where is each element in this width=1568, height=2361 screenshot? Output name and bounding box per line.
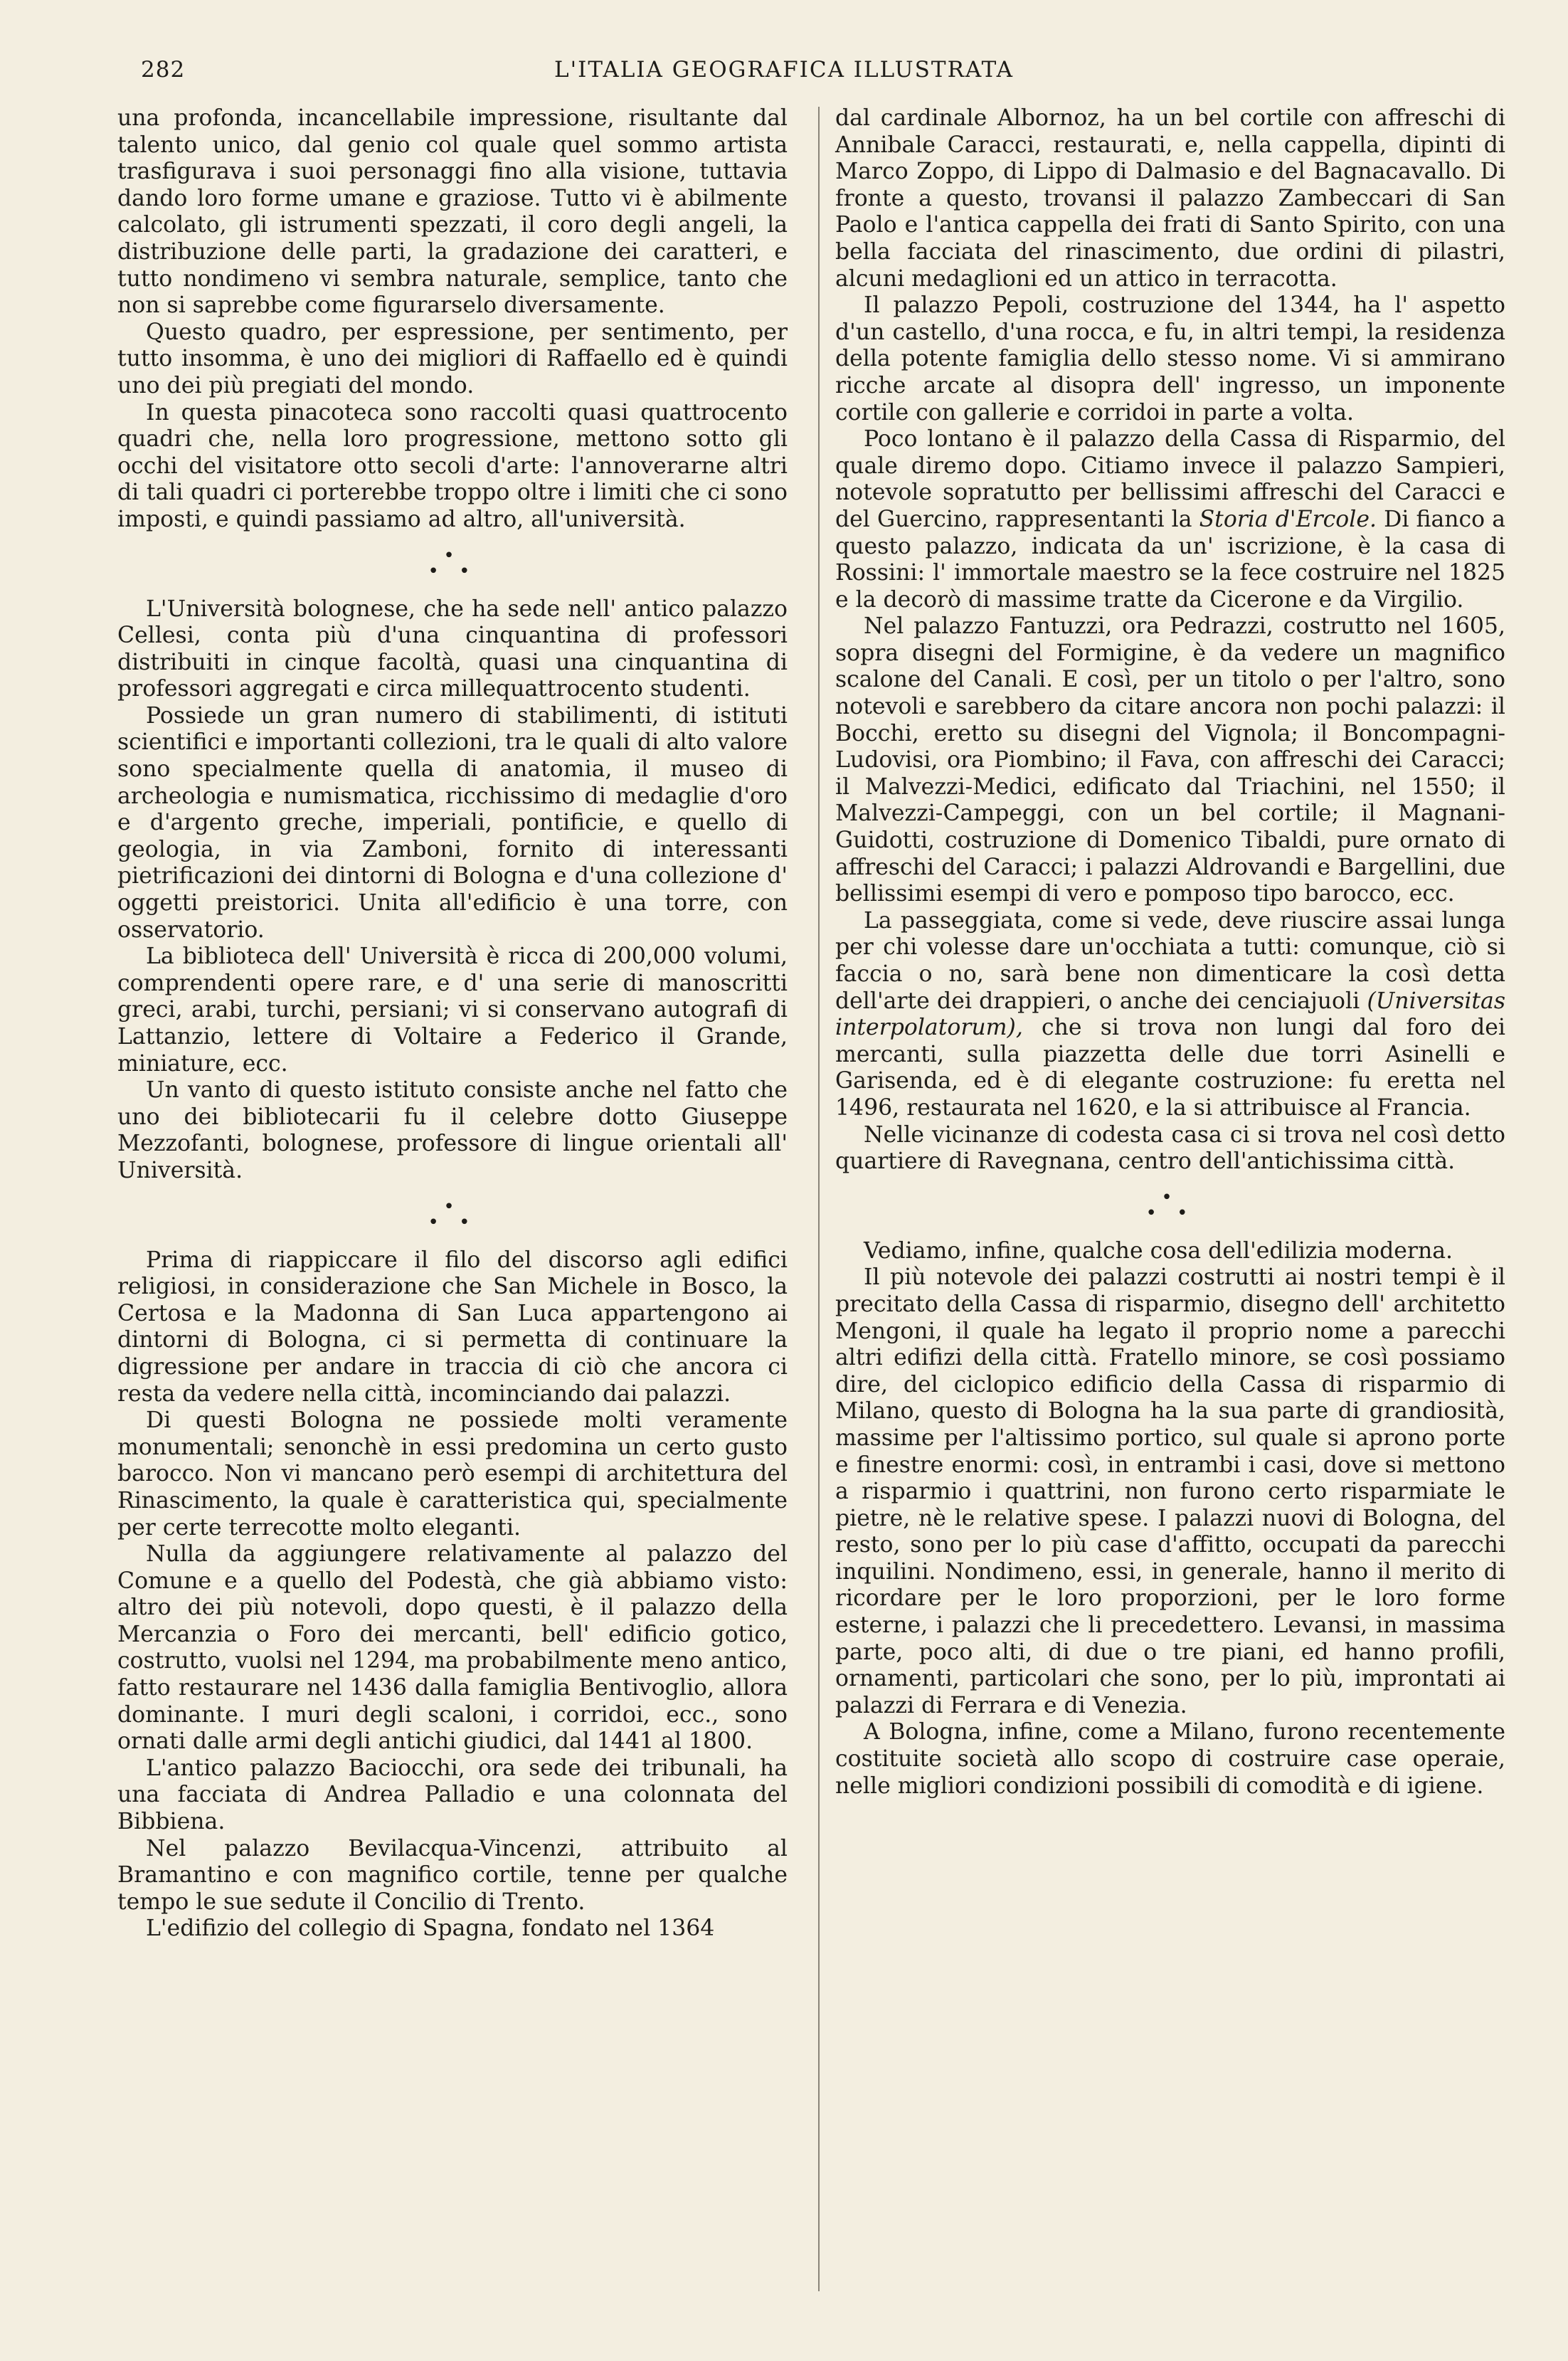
text-run: La passeggiata, come si vede, deve riuscire assai lunga per chi volesse dare un'occhiata a tutti: comunque, ciò si faccia o no, sarà bene non dimenticare la così detta dell'arte dei drappieri, o anche dei cenciajuoli [835, 907, 1505, 1014]
section-separator [117, 544, 788, 582]
text-run: che si trova non lungi dal foro dei mercanti, sulla piazzetta delle due torri Asinelli e Garisenda, ed è di elegante costruzione: fu eretta nel 1496, restaurata nel 1620, e la si attribuisce al Francia. [835, 1015, 1505, 1121]
separator-bottom: • • [1145, 1202, 1195, 1224]
paragraph [835, 426, 1505, 613]
paragraph: Di questi Bologna ne possiede molti veramente monumentali; senonchè in essi predomina un certo gusto barocco. Non vi mancano però esempi di architettura del Rinascimento, la quale è caratteristica qui, specialmente per certe terrecotte molto eleganti. [117, 1407, 788, 1541]
running-title: L'ITALIA GEOGRAFICA ILLUSTRATA [554, 57, 1014, 83]
paragraph: Nelle vicinanze di codesta casa ci si trova nel così detto quartiere di Ravegnana, centro dell'antichissima città. [835, 1121, 1505, 1175]
paragraph: Possiede un gran numero di stabilimenti, di istituti scientifici e importanti collezioni, tra le quali di alto valore sono specialmente quella di anatomia, il museo di archeologia e numismatica, ricchissimo di medaglie d'oro e d'argento greche, imperiali, pontificie, e quello di geologia, in via Zamboni, fornito di interessanti pietrificazioni dei dintorni di Bologna e d'una collezione d' oggetti preistorici. Unita all'edificio è una torre, con osservatorio. [117, 702, 788, 943]
paragraph: dal cardinale Albornoz, ha un bel cortile con affreschi di Annibale Caracci, restaurati, e, nella cappella, dipinti di Marco Zoppo, di Lippo di Dalmasio e del Bagnacavallo. Di fronte a questo, trovansi il palazzo Zambeccari di San Paolo e l'antica cappella dei frati di Santo Spirito, con una bella facciata del rinascimento, due ordini di pilastri, alcuni medaglioni ed un attico in terracotta. [835, 105, 1505, 292]
paragraph: Nel palazzo Fantuzzi, ora Pedrazzi, costrutto nel 1605, sopra disegni del Formigine, è da vedere un magnifico scalone del Canali. E così, per un titolo o per l'altro, sono notevoli e sarebbero da citare ancora non pochi palazzi: il Bocchi, eretto su disegni del Vignola; il Boncompagni-Ludovisi, ora Piombino; il Fava, con affreschi dei Caracci; il Malvezzi-Medici, edificato dal Triachini, nel 1550; il Malvezzi-Campeggi, con un bel cortile; il Magnani-Guidotti, costruzione di Domenico Tibaldi, pure ornato di affreschi del Caracci; i palazzi Aldrovandi e Bargellini, due bellissimi esempi di vero e pomposo tipo barocco, ecc. [835, 613, 1505, 907]
paragraph: Nulla da aggiungere relativamente al palazzo del Comune e a quello del Podestà, che già abbiamo visto: altro dei più notevoli, dopo questi, è il palazzo della Mercanzia o Foro dei mercanti, bell' edificio gotico, costrutto, vuolsi nel 1294, ma probabilmente meno antico, fatto restaurare nel 1436 dalla famiglia Bentivoglio, allora dominante. I muri degli scaloni, i corridoi, ecc., sono ornati dalle armi degli antichi giudici, dal 1441 al 1800. [117, 1541, 788, 1755]
paragraph: In questa pinacoteca sono raccolti quasi quattrocento quadri che, nella loro progressione, mettono sotto gli occhi del visitatore otto secoli d'arte: l'annoverarne altri di tali quadri ci porterebbe troppo oltre i limiti che ci sono imposti, e quindi passiamo ad altro, all'università. [117, 399, 788, 532]
paragraph: La biblioteca dell' Università è ricca di 200,000 volumi, comprendenti opere rare, e d' una serie di manoscritti greci, arabi, turchi, persiani; vi si conservano autografi di Lattanzio, lettere di Voltaire a Federico il Grande, miniature, ecc. [117, 944, 788, 1077]
separator-bottom: • • [428, 1211, 477, 1233]
paragraph: Nel palazzo Bevilacqua-Vincenzi, attribuito al Bramantino e con magnifico cortile, tenne per qualche tempo le sue sedute il Concilio di Trento. [117, 1835, 788, 1915]
right-column [835, 105, 1505, 1800]
separator-top: • [443, 544, 462, 566]
paragraph: Vediamo, infine, qualche cosa dell'edilizia moderna. [864, 1237, 1453, 1264]
section-separator [117, 1195, 788, 1233]
paragraph: Questo quadro, per espressione, per sentimento, per tutto insomma, è uno dei migliori di Raffaello ed è quindi uno dei più pregiati del mondo. [117, 319, 788, 398]
page-number: 282 [141, 57, 186, 83]
separator-bottom: • • [428, 560, 477, 582]
paragraph: una profonda, incancellabile impressione, risultante dal talento unico, dal genio col quale quel sommo artista trasfigurava i suoi personaggi fino alla visione, tuttavia dando loro forme umane e graziose. Tutto vi è abilmente calcolato, gli istrumenti spezzati, il coro degli angeli, la distribuzione delle parti, la gradazione dei caratteri, e tutto nondimeno vi sembra naturale, semplice, tanto che non si saprebbe come figurarselo diversamente. [117, 105, 788, 319]
paragraph: L'edifizio del collegio di Spagna, fondato nel 1364 [146, 1916, 715, 1942]
text-run: Di fianco a questo palazzo, indicata da un' iscrizione, è la casa di Rossini: l' immortale maestro se la fece costruire nel 1825 e la decorò di massime tratte da Cicerone e da Virgilio. [835, 506, 1505, 613]
separator-top: • [443, 1195, 462, 1218]
paragraph: Il palazzo Pepoli, costruzione del 1344, ha l' aspetto d'un castello, d'una rocca, e fu, in altri tempi, la residenza della potente famiglia dello stesso nome. Vi si ammirano ricche arcate al disopra dell' ingresso, un imponente cortile con gallerie e corridoi in parte a volta. [835, 292, 1505, 426]
paragraph: Il più notevole dei palazzi costrutti ai nostri tempi è il precitato della Cassa di risparmio, disegno dell' architetto Mengoni, il quale ha legato il proprio nome a parecchi altri edifizi della città. Fratello minore, se così possiamo dire, del ciclopico edificio della Cassa di risparmio di Milano, questo di Bologna ha la sua parte di grandiosità, massime per l'altissimo portico, sul quale si aprono porte e finestre enormi: così, in entrambi i casi, dove si mettono a risparmio i quattrini, non furono certo risparmiate le pietre, nè le relative spese. I palazzi nuovi di Bologna, del resto, sono per lo più case d'affitto, occupati da parecchi inquilini. Nondimeno, essi, in generale, hanno il merito di ricordare per le loro proporzioni, per le loro forme esterne, i palazzi che li precedettero. Levansi, in massima parte, poco alti, di due o tre piani, ed hanno profili, ornamenti, particolari che sono, per lo più, improntati ai palazzi di Ferrara e di Venezia. [835, 1264, 1505, 1718]
separator-top: • [1161, 1186, 1180, 1208]
paragraph: Prima di riappiccare il filo del discorso agli edifici religiosi, in considerazione che San Michele in Bosco, la Certosa e la Madonna di San Luca appartengono ai dintorni di Bologna, ci si permetta di continuare la digressione per andare in traccia di ciò che ancora ci resta da vedere nella città, incominciando dai palazzi. [117, 1247, 788, 1407]
paragraph: L'antico palazzo Baciocchi, ora sede dei tribunali, ha una facciata di Andrea Palladio e una colonnata del Bibbiena. [117, 1755, 788, 1835]
paragraph: A Bologna, infine, come a Milano, furono recentemente costituite società allo scopo di costruire case operaie, nelle migliori condizioni possibili di comodità e di igiene. [835, 1719, 1505, 1799]
italic-title: Storia d'Ercole. [1199, 506, 1377, 532]
paragraph [835, 908, 1505, 1122]
text-run: Poco lontano è il palazzo della Cassa di Risparmio, del quale diremo dopo. Citiamo invece il palazzo Sampieri, notevole sopratutto per bellissimi affreschi del Caracci e del Guercino, rappresentanti la [835, 426, 1505, 532]
column-divider [818, 107, 820, 2291]
italic-latin: (Universitas interpolatorum), [835, 988, 1506, 1041]
paragraph: Un vanto di questo istituto consiste anche nel fatto che uno dei bibliotecarii fu il celebre dotto Giuseppe Mezzofanti, bolognese, professore di lingue orientali all' Università. [117, 1077, 788, 1183]
left-column [117, 105, 788, 1943]
section-separator [835, 1186, 1505, 1224]
paragraph: L'Università bolognese, che ha sede nell' antico palazzo Cellesi, conta più d'una cinquantina di professori distribuiti in cinque facoltà, quasi una cinquantina di professori aggregati e circa millequattrocento studenti. [117, 596, 788, 702]
